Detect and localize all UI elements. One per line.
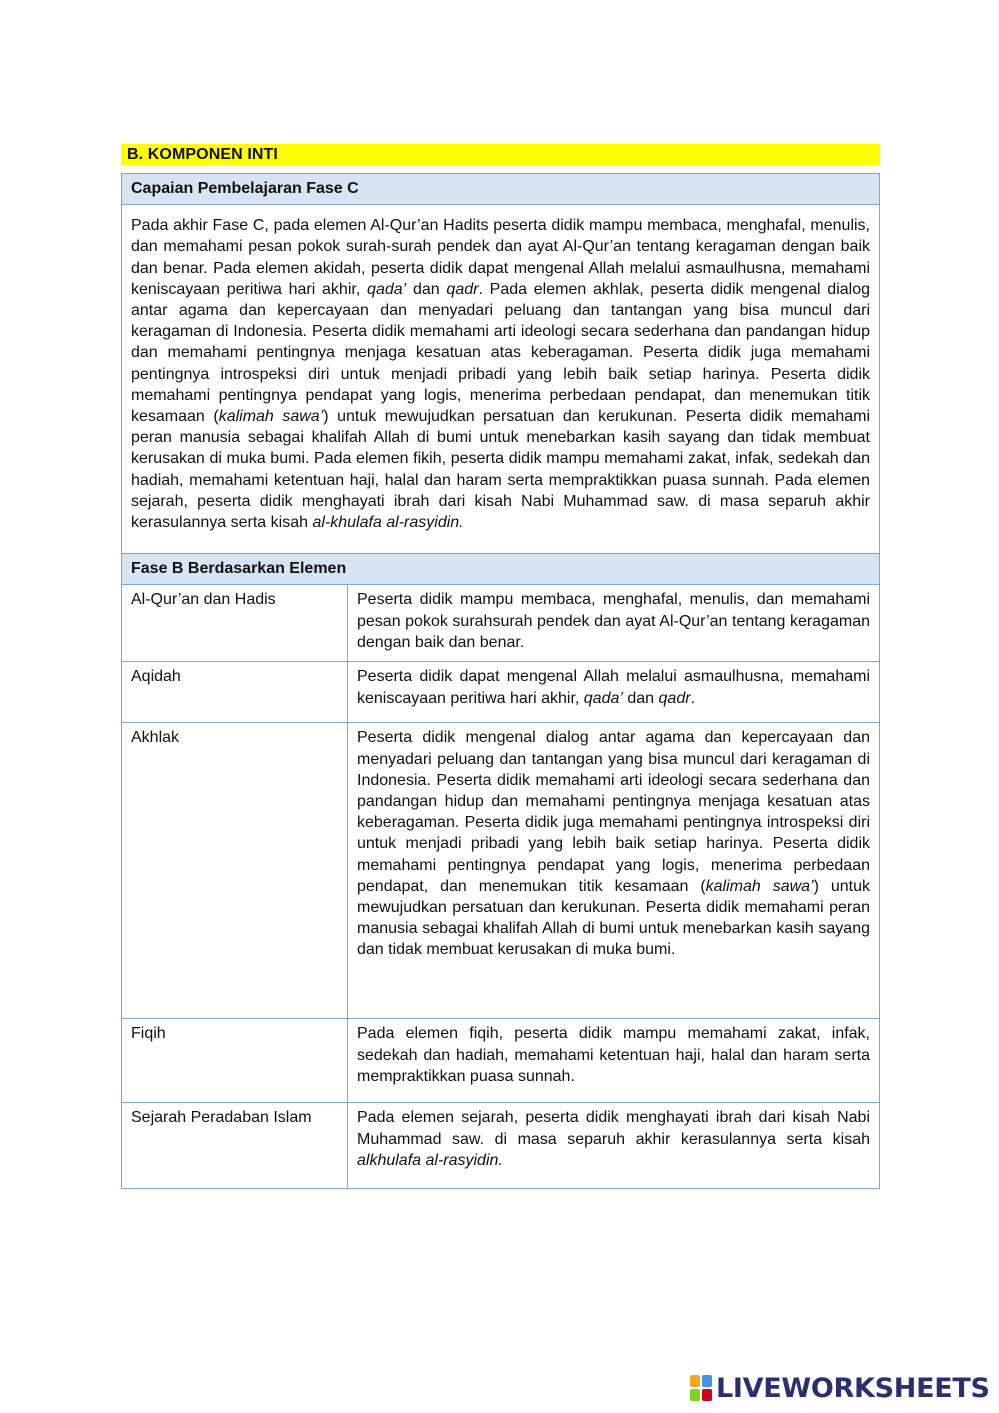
desc-term-qadr: qadr [658,689,691,707]
fase-header-row [122,554,880,585]
desc-text-segment: Pada elemen fiqih, peserta didik mampu memahami zakat, infak, sedekah dan hadiah, memahami ketentuan haji, halal dan haram serta mempraktikkan puasa sunnah. [357,1025,870,1085]
table-row [122,723,880,1019]
capaian-title: Capaian Pembelajaran Fase C [122,174,880,205]
element-name-quran-hadis: Al-Qur’an dan Hadis [122,585,348,662]
capaian-term-qada: qada’ [367,280,407,298]
capaian-term-kalimah-sawa: kalimah sawa’ [218,408,324,426]
desc-term-qada: qada’ [583,689,623,707]
element-name-sejarah: Sejarah Peradaban Islam [122,1103,348,1189]
liveworksheets-logo [690,1372,990,1404]
logo-tile [690,1375,700,1387]
desc-text-segment: ) untuk mewujudkan persatuan dan kerukunan. Peserta didik memahami peran manusia sebagai khalifah Allah di bumi untuk menebarkan kasih sayang dan tidak membuat kerusakan di muka bumi. [357,877,871,959]
element-desc-sejarah [348,1103,880,1189]
capaian-term-khulafa: al-khulafa al-rasyidin. [312,514,464,532]
capaian-text-segment: ) untuk mewujudkan persatuan dan kerukunan. Peserta didik memahami peran manusia sebagai khalifah Allah di bumi untuk menebarkan kasih sayang dan tidak membuat kerusakan di muka bumi. Pada elemen fikih, peserta didik mampu memahami zakat, infak, sedekah dan hadiah, memahami ketentuan haji, halal dan haram serta mempraktikkan puasa sunnah. Pada elemen sejarah, peserta didik menghayati ibrah dari kisah Nabi Muhammad saw. di masa separuh akhir kerasulannya serta kisah [131,408,871,532]
curriculum-table [121,173,880,1189]
element-desc-aqidah [348,662,880,723]
capaian-text-segment: Pada akhir Fase C, pada elemen Al-Qur’an Hadits peserta didik mampu membaca, menghafal, menulis, dan memahami pesan pokok surah-surah pendek dan ayat Al-Qur’an tentang keragaman dengan baik dan benar. Pada elemen akidah, peserta didik dapat mengenal Allah melalui asmaulhusna, memahami keniscayaan peritiwa hari akhir, [131,217,870,298]
fase-title: Fase B Berdasarkan Elemen [122,554,880,585]
desc-text-segment: dan [622,689,659,707]
capaian-body-row [122,205,880,554]
desc-term-kalimah-sawa: kalimah sawa’ [705,877,814,895]
desc-text-segment: Peserta didik mampu membaca, menghafal, menulis, dan memahami pesan pokok surahsurah pendek dan ayat Al-Qur’an tentang keragaman dengan baik dan benar. [357,591,870,651]
logo-tile [702,1375,712,1387]
element-name-aqidah: Aqidah [122,662,348,723]
element-name-fiqih: Fiqih [122,1019,348,1103]
table-row [122,662,880,723]
element-name-akhlak: Akhlak [122,723,348,1019]
capaian-text-segment: . Pada elemen akhlak, peserta didik mengenal dialog antar agama dan kepercayaan dan menyadari peluang dan tantangan yang bisa muncul dari keragaman di Indonesia. Peserta didik memahami arti ideologi secara sederhana dan pandangan hidup dan memahami pentingnya menjaga kesatuan atas keberagaman. Peserta didik juga memahami pentingnya introspeksi diri untuk menjadi pribadi yang lebih baik setiap harinya. Peserta didik memahami pentingnya pendapat yang logis, menerima perbedaan pendapat, dan menemukan titik kesamaan ( [131,280,871,426]
desc-text-segment: Pada elemen sejarah, peserta didik menghayati ibrah dari kisah Nabi Muhammad saw. di masa separuh akhir kerasulannya serta kisah [357,1109,870,1148]
desc-text-segment: Peserta didik dapat mengenal Allah melalui asmaulhusna, memahami keniscayaan peritiwa hari akhir, [357,668,870,707]
section-heading: B. KOMPONEN INTI [121,144,880,165]
desc-term-khulafa: alkhulafa al-rasyidin. [357,1151,503,1169]
desc-text-segment: . [690,689,696,707]
capaian-term-qadr: qadr [446,280,479,298]
liveworksheets-logo-icon [690,1375,712,1401]
liveworksheets-logo-text: LIVEWORKSHEETS [716,1372,990,1404]
element-desc-fiqih [348,1019,880,1103]
element-desc-akhlak [348,723,880,1019]
capaian-text-segment: dan [406,280,447,298]
element-desc-quran-hadis [348,585,880,662]
logo-tile [690,1389,700,1401]
capaian-header-row [122,174,880,205]
table-row [122,585,880,662]
capaian-text [122,205,880,554]
table-row [122,1019,880,1103]
table-row [122,1103,880,1189]
logo-tile [702,1389,712,1401]
desc-text-segment: Peserta didik mengenal dialog antar agama dan kepercayaan dan menyadari peluang dan tantangan yang bisa muncul dari keragaman di Indonesia. Peserta didik memahami arti ideologi secara sederhana dan pandangan hidup dan memahami pentingnya menjaga kesatuan atas keberagaman. Peserta didik juga memahami pentingnya introspeksi diri untuk menjadi pribadi yang lebih baik setiap harinya. Peserta didik memahami pentingnya pendapat yang logis, menerima perbedaan pendapat, dan menemukan titik kesamaan ( [357,729,870,895]
